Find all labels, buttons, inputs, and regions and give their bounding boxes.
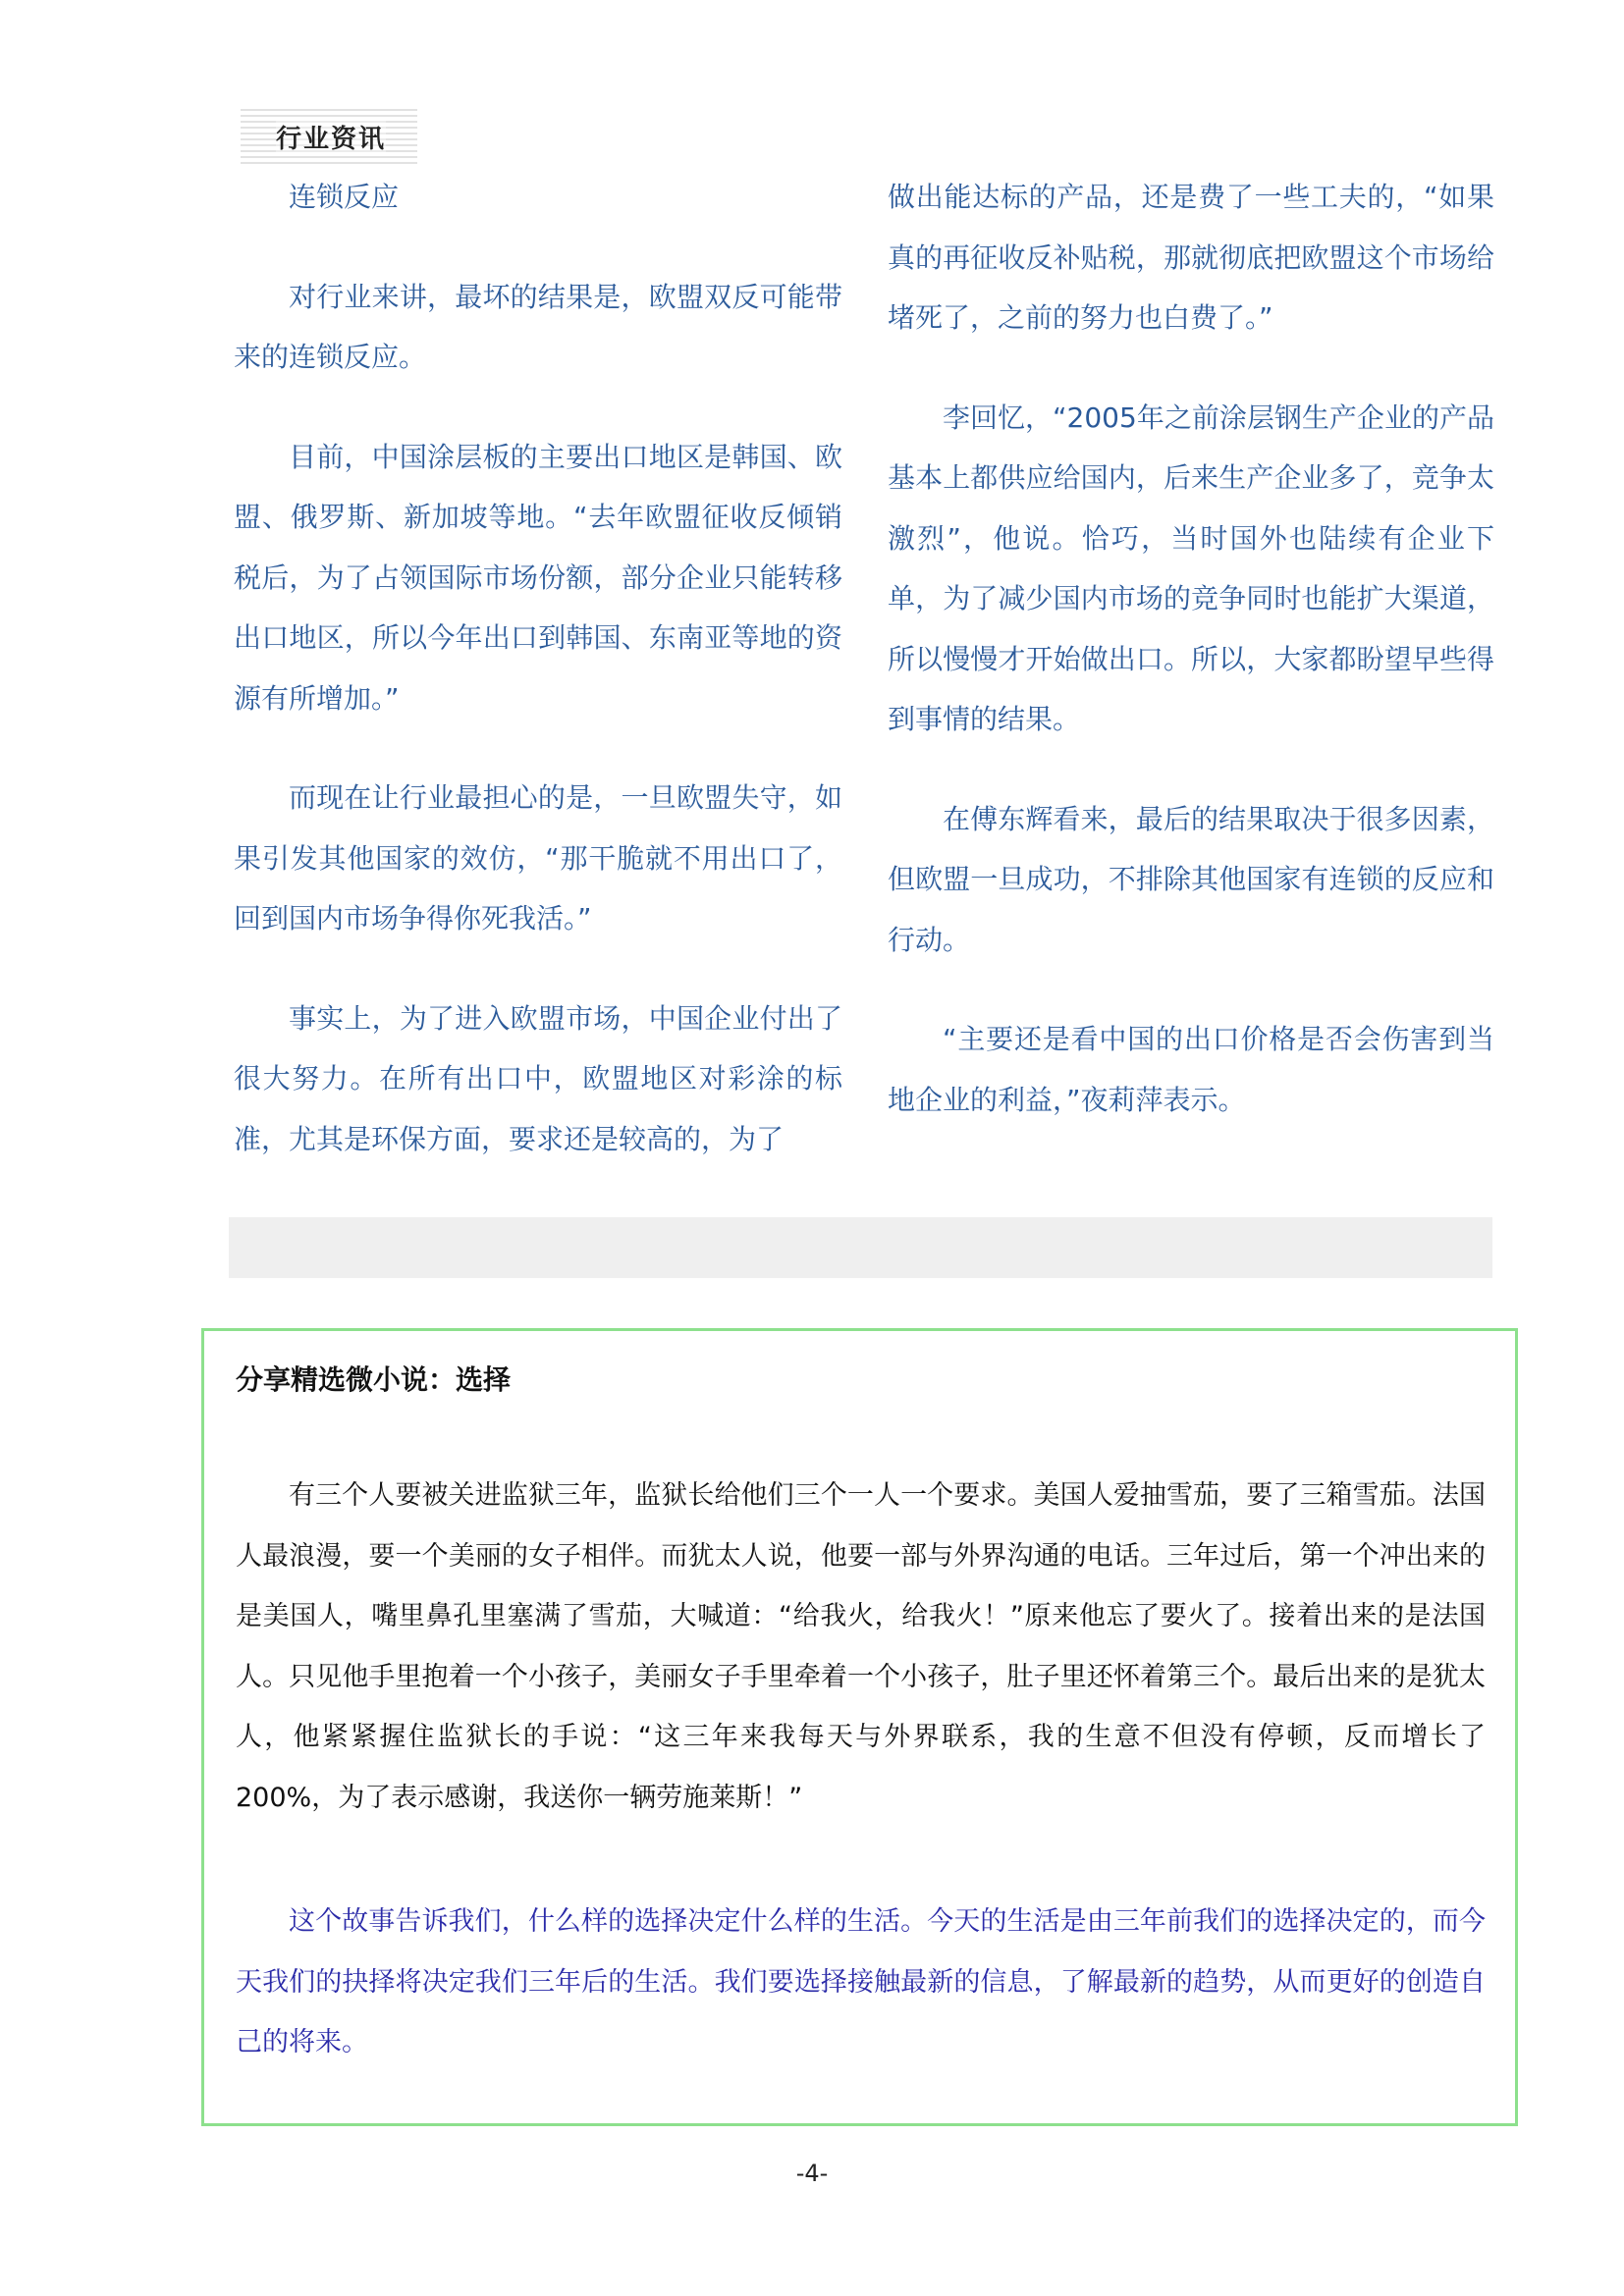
paragraph: 目前，中国涂层板的主要出口地区是韩国、欧盟、俄罗斯、新加坡等地。“去年欧盟征收反倾销税后，为了占领国际市场份额，部分企业只能转移出口地区，所以今年出口到韩国、东南亚等地的资源有所增加。” <box>234 440 842 715</box>
paragraph: 对行业来讲，最坏的结果是，欧盟双反可能带来的连锁反应。 <box>234 280 842 373</box>
left-column <box>234 167 842 1208</box>
right-column <box>888 167 1494 1169</box>
paragraph: 而现在让行业最担心的是，一旦欧盟失守，如果引发其他国家的效仿，“那干脆就不用出口了，回到国内市场争得你死我活。” <box>234 781 842 934</box>
paragraph: 做出能达标的产品，还是费了一些工夫的，“如果真的再征收反补贴税，那就彻底把欧盟这个市场给堵死了，之前的努力也白费了。” <box>888 181 1494 334</box>
paragraph: 李回忆，“2005年之前涂层钢生产企业的产品基本上都供应给国内，后来生产企业多了，竞争太激烈”，他说。恰巧，当时国外也陆续有企业下单，为了减少国内市场的竞争同时也能扩大渠道，所以慢慢才开始做出口。所以，大家都盼望早些得到事情的结果。 <box>888 400 1494 735</box>
section-label: 行业资讯 <box>276 119 386 155</box>
story-title: 分享精选微小说：选择 <box>236 1363 512 1396</box>
divider-band <box>229 1217 1492 1278</box>
section-header <box>241 109 417 166</box>
story-box <box>201 1328 1518 2126</box>
paragraph: 事实上，为了进入欧盟市场，中国企业付出了很大努力。在所有出口中，欧盟地区对彩涂的标准，尤其是环保方面，要求还是较高的，为了 <box>234 1001 842 1155</box>
story-moral: 这个故事告诉我们，什么样的选择决定什么样的生活。今天的生活是由三年前我们的选择决定的，而今天我们的抉择将决定我们三年后的生活。我们要选择接触最新的信息，了解最新的趋势，从而更好的创造自己的将来。 <box>236 1906 1486 2057</box>
page-number: -4- <box>795 2160 829 2187</box>
subheading-chain-reaction: 连锁反应 <box>289 181 400 213</box>
paragraph: “主要还是看中国的出口价格是否会伤害到当地企业的利益，”夜莉萍表示。 <box>888 1023 1494 1116</box>
story-body: 有三个人要被关进监狱三年，监狱长给他们三个一人一个要求。美国人爱抽雪茄，要了三箱雪茄。法国人最浪漫，要一个美丽的女子相伴。而犹太人说，他要一部与外界沟通的电话。三年过后，第一个冲出来的是美国人，嘴里鼻孔里塞满了雪茄，大喊道：“给我火，给我火！”原来他忘了要火了。接着出来的是法国人。只见他手里抱着一个小孩子，美丽女子手里牵着一个小孩子，肚子里还怀着第三个。最后出来的是犹太人，他紧紧握住监狱长的手说：“这三年来我每天与外界联系，我的生意不但没有停顿，反而增长了200%，为了表示感谢，我送你一辆劳施莱斯！” <box>236 1480 1486 1813</box>
paragraph: 在傅东辉看来，最后的结果取决于很多因素，但欧盟一旦成功，不排除其他国家有连锁的反应和行动。 <box>888 802 1494 956</box>
